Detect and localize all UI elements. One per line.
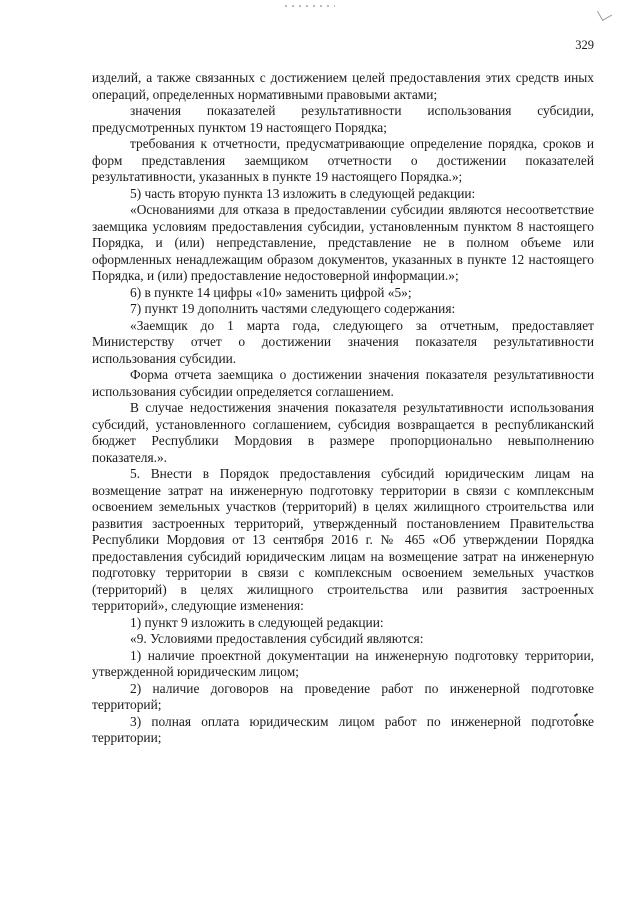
- paragraph: В случае недостижения значения показателя результативности использования субсидий, установленного соглашением, субсидия возвращается в республиканский бюджет Республики Мордовия в размере пропорционально невыполнению показателя.».: [92, 400, 594, 465]
- paragraph: изделий, а также связанных с достижением целей предоставления этих средств иных операций, определенных нормативными правовыми актами;: [92, 70, 594, 102]
- paragraph: «Заемщик до 1 марта года, следующего за отчетным, предоставляет Министерству отчет о достижении значения показателя результативности использования субсидии.: [92, 317, 594, 366]
- paragraph: 2) наличие договоров на проведение работ по инженерной подготовке территорий;: [92, 680, 594, 712]
- paragraph: 5. Внести в Порядок предоставления субсидий юридическим лицам на возмещение затрат на инженерную подготовку территории в связи с комплексным освоением земельных участков (территорий) в целях жилищного строительства или развития застроенных территорий, утвержденный постановлением Правительства Республики Мордовия от 13 сентября 2016 г. № 465 «Об утверждении Порядка предоставления субсидий юридическим лицам на возмещение затрат на инженерную подготовку территории в связи с комплексным освоением земельных участков (территорий) в целях жилищного строительства или развития застроенных территорий», следующие изменения:: [92, 466, 594, 613]
- paragraph: 3) полная оплата юридическим лицом работ по инженерной подготовке территории;: [92, 713, 594, 745]
- paragraph: требования к отчетности, предусматривающие определение порядка, сроков и форм представления заемщиком отчетности о достижении показателей результативности, указанных в пункте 19 настоящего Порядка.»;: [92, 136, 594, 184]
- paragraph: Форма отчета заемщика о достижении значения показателя результативности использования субсидии определяется соглашением.: [92, 367, 594, 399]
- paragraph: «Основаниями для отказа в предоставлении субсидии являются несоответствие заемщика условиям предоставления субсидии, установленным пунктом 8 настоящего Порядка, и (или) непредставление, представление не в полном объеме или оформленных ненадлежащим образом документов, указанных в пункте 12 настоящего Порядка, и (или) предоставление недостоверной информации.»;: [92, 202, 594, 283]
- document-body: [92, 70, 594, 747]
- page-number: 329: [575, 38, 594, 52]
- paragraph: 5) часть вторую пункта 13 изложить в следующей редакции:: [130, 185, 476, 201]
- paragraph: 7) пункт 19 дополнить частями следующего содержания:: [130, 301, 456, 316]
- paragraph: «9. Условиями предоставления субсидий являются:: [130, 631, 424, 646]
- paragraph: 1) пункт 9 изложить в следующей редакции:: [130, 614, 384, 630]
- scan-artifact-corner: [597, 6, 612, 21]
- paragraph: 6) в пункте 14 цифры «10» заменить цифрой «5»;: [130, 284, 412, 300]
- paragraph: значения показателей результативности использования субсидии, предусмотренных пунктом 19 настоящего Порядка;: [92, 103, 594, 135]
- scan-artifact-top: [285, 5, 335, 7]
- paragraph: 1) наличие проектной документации на инженерную подготовку территории, утвержденной юридическим лицом;: [92, 647, 594, 679]
